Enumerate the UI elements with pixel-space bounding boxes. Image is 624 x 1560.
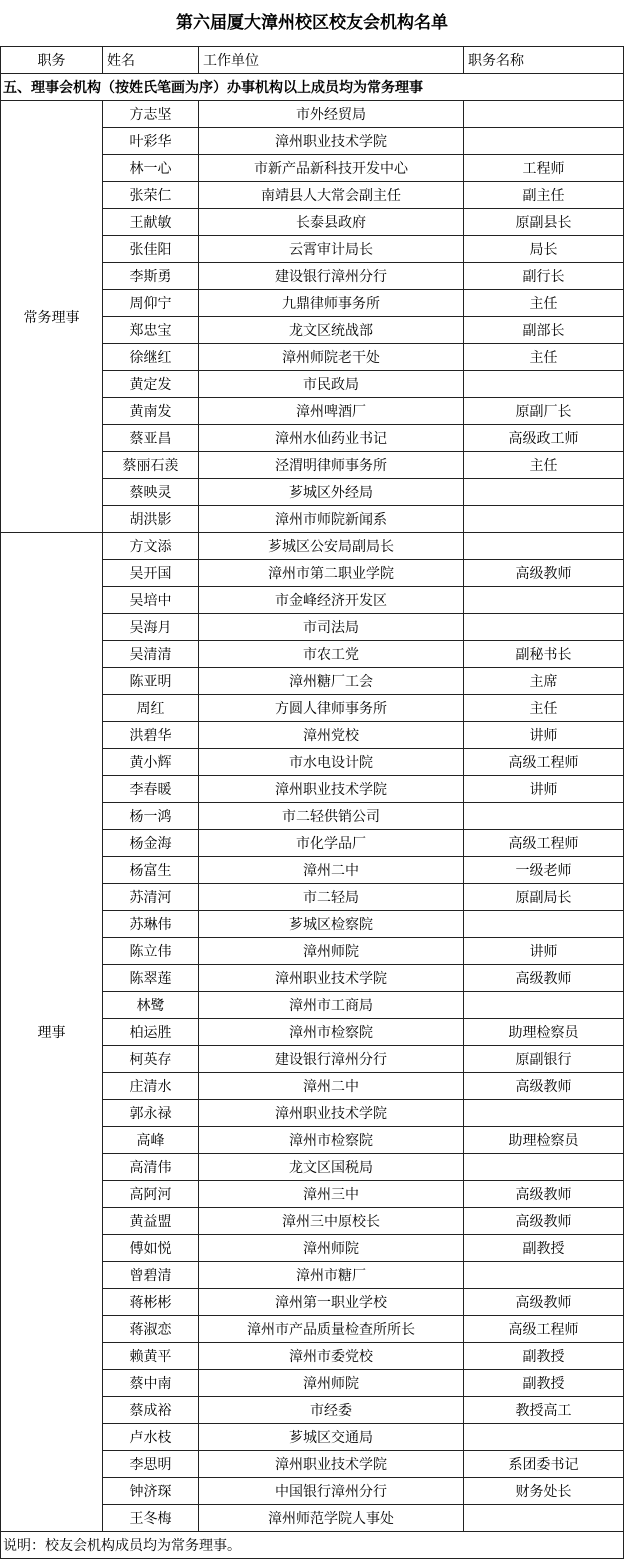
unit-cell: 漳州市第二职业学院: [199, 560, 464, 587]
name-cell: 卢水枝: [103, 1424, 199, 1451]
name-cell: 方志坚: [103, 101, 199, 128]
name-cell: 黄定发: [103, 371, 199, 398]
unit-cell: 漳州市产品质量检查所所长: [199, 1316, 464, 1343]
name-cell: 徐继红: [103, 344, 199, 371]
unit-cell: 中国银行漳州分行: [199, 1478, 464, 1505]
unit-cell: 芗城区交通局: [199, 1424, 464, 1451]
name-cell: 吴培中: [103, 587, 199, 614]
name-cell: 赖黄平: [103, 1343, 199, 1370]
name-cell: 林鹭: [103, 992, 199, 1019]
name-cell: 曾碧清: [103, 1262, 199, 1289]
unit-cell: 漳州师范学院人事处: [199, 1505, 464, 1532]
name-cell: 蔡成裕: [103, 1397, 199, 1424]
section-row: [1, 74, 624, 101]
unit-cell: 市外经贸局: [199, 101, 464, 128]
job-title-cell: 财务处长: [464, 1478, 624, 1505]
unit-cell: 漳州市糖厂: [199, 1262, 464, 1289]
unit-cell: 龙文区国税局: [199, 1154, 464, 1181]
unit-cell: 市经委: [199, 1397, 464, 1424]
unit-cell: 漳州市师院新闻系: [199, 506, 464, 533]
unit-cell: 长泰县政府: [199, 209, 464, 236]
section-heading: 五、理事会机构（按姓氏笔画为序）办事机构以上成员均为常务理事: [1, 74, 624, 101]
unit-cell: 芗城区公安局副局长: [199, 533, 464, 560]
job-title-cell: 教授高工: [464, 1397, 624, 1424]
name-cell: 高峰: [103, 1127, 199, 1154]
name-cell: 高阿河: [103, 1181, 199, 1208]
name-cell: 张荣仁: [103, 182, 199, 209]
header-row: [1, 47, 624, 74]
page-title: 第六届厦大漳州校区校友会机构名单: [176, 13, 448, 33]
name-cell: 郭永禄: [103, 1100, 199, 1127]
name-cell: 陈立伟: [103, 938, 199, 965]
name-cell: 吴开国: [103, 560, 199, 587]
unit-cell: 漳州二中: [199, 857, 464, 884]
unit-cell: 市民政局: [199, 371, 464, 398]
unit-cell: 市农工党: [199, 641, 464, 668]
unit-cell: 南靖县人大常会副主任: [199, 182, 464, 209]
job-title-cell: 局长: [464, 236, 624, 263]
unit-cell: 漳州糖厂工会: [199, 668, 464, 695]
job-title-cell: 副主任: [464, 182, 624, 209]
header-name: 姓名: [103, 47, 199, 74]
name-cell: 蒋彬彬: [103, 1289, 199, 1316]
job-title-cell: 高级教师: [464, 1208, 624, 1235]
job-title-cell: [464, 1154, 624, 1181]
job-title-cell: [464, 371, 624, 398]
unit-cell: 建设银行漳州分行: [199, 1046, 464, 1073]
name-cell: 蔡映灵: [103, 479, 199, 506]
job-title-cell: 副教授: [464, 1235, 624, 1262]
unit-cell: 市二轻局: [199, 884, 464, 911]
job-title-cell: [464, 479, 624, 506]
name-cell: 周红: [103, 695, 199, 722]
job-title-cell: 系团委书记: [464, 1451, 624, 1478]
table-row: [1, 533, 624, 560]
name-cell: 方文添: [103, 533, 199, 560]
unit-cell: 漳州第一职业学校: [199, 1289, 464, 1316]
job-title-cell: [464, 911, 624, 938]
unit-cell: 漳州师院: [199, 938, 464, 965]
role-cell: 常务理事: [1, 101, 103, 533]
unit-cell: 漳州市检察院: [199, 1019, 464, 1046]
unit-cell: 漳州市工商局: [199, 992, 464, 1019]
roster-table: [0, 46, 624, 1559]
unit-cell: 漳州三中: [199, 1181, 464, 1208]
name-cell: 胡洪影: [103, 506, 199, 533]
job-title-cell: 副教授: [464, 1370, 624, 1397]
job-title-cell: [464, 992, 624, 1019]
job-title-cell: [464, 803, 624, 830]
job-title-cell: 工程师: [464, 155, 624, 182]
name-cell: 高清伟: [103, 1154, 199, 1181]
unit-cell: 市化学品厂: [199, 830, 464, 857]
job-title-cell: 原副银行: [464, 1046, 624, 1073]
job-title-cell: 主任: [464, 344, 624, 371]
job-title-cell: 高级教师: [464, 1073, 624, 1100]
header-position: 职务: [1, 47, 103, 74]
job-title-cell: [464, 128, 624, 155]
unit-cell: 龙文区统战部: [199, 317, 464, 344]
unit-cell: 漳州二中: [199, 1073, 464, 1100]
job-title-cell: [464, 1262, 624, 1289]
job-title-cell: 主任: [464, 695, 624, 722]
name-cell: 吴清清: [103, 641, 199, 668]
unit-cell: 漳州师院老干处: [199, 344, 464, 371]
unit-cell: 漳州水仙药业书记: [199, 425, 464, 452]
unit-cell: 市新产品新科技开发中心: [199, 155, 464, 182]
name-cell: 蒋淑恋: [103, 1316, 199, 1343]
name-cell: 黄益盟: [103, 1208, 199, 1235]
job-title-cell: [464, 506, 624, 533]
unit-cell: 漳州职业技术学院: [199, 776, 464, 803]
job-title-cell: 副教授: [464, 1343, 624, 1370]
name-cell: 李思明: [103, 1451, 199, 1478]
header-title: 职务名称: [464, 47, 624, 74]
job-title-cell: [464, 587, 624, 614]
job-title-cell: 助理检察员: [464, 1127, 624, 1154]
unit-cell: 漳州师院: [199, 1235, 464, 1262]
unit-cell: 漳州市检察院: [199, 1127, 464, 1154]
job-title-cell: [464, 614, 624, 641]
role-cell: 理事: [1, 533, 103, 1532]
job-title-cell: 主任: [464, 290, 624, 317]
name-cell: 杨富生: [103, 857, 199, 884]
name-cell: 洪碧华: [103, 722, 199, 749]
name-cell: 蔡丽石羡: [103, 452, 199, 479]
table-row: [1, 101, 624, 128]
name-cell: 杨一鸿: [103, 803, 199, 830]
unit-cell: 芗城区外经局: [199, 479, 464, 506]
name-cell: 郑忠宝: [103, 317, 199, 344]
unit-cell: 市二轻供销公司: [199, 803, 464, 830]
job-title-cell: [464, 1505, 624, 1532]
unit-cell: 漳州职业技术学院: [199, 965, 464, 992]
name-cell: 张佳阳: [103, 236, 199, 263]
name-cell: 钟济琛: [103, 1478, 199, 1505]
header-unit: 工作单位: [199, 47, 464, 74]
unit-cell: 九鼎律师事务所: [199, 290, 464, 317]
unit-cell: 市司法局: [199, 614, 464, 641]
unit-cell: 漳州职业技术学院: [199, 128, 464, 155]
job-title-cell: 高级工程师: [464, 1316, 624, 1343]
name-cell: 蔡亚昌: [103, 425, 199, 452]
job-title-cell: 高级政工师: [464, 425, 624, 452]
job-title-cell: 高级教师: [464, 1289, 624, 1316]
name-cell: 王献敏: [103, 209, 199, 236]
job-title-cell: 高级教师: [464, 965, 624, 992]
name-cell: 苏清河: [103, 884, 199, 911]
unit-cell: 建设银行漳州分行: [199, 263, 464, 290]
name-cell: 柏运胜: [103, 1019, 199, 1046]
unit-cell: 云霄审计局长: [199, 236, 464, 263]
unit-cell: 漳州市委党校: [199, 1343, 464, 1370]
name-cell: 杨金海: [103, 830, 199, 857]
job-title-cell: 讲师: [464, 776, 624, 803]
name-cell: 陈亚明: [103, 668, 199, 695]
job-title-cell: 高级工程师: [464, 749, 624, 776]
job-title-cell: 讲师: [464, 938, 624, 965]
job-title-cell: 讲师: [464, 722, 624, 749]
unit-cell: 泾渭明律师事务所: [199, 452, 464, 479]
name-cell: 柯英存: [103, 1046, 199, 1073]
job-title-cell: 副秘书长: [464, 641, 624, 668]
unit-cell: 芗城区检察院: [199, 911, 464, 938]
unit-cell: 漳州职业技术学院: [199, 1100, 464, 1127]
name-cell: 林一心: [103, 155, 199, 182]
name-cell: 周仰宁: [103, 290, 199, 317]
unit-cell: 市水电设计院: [199, 749, 464, 776]
job-title-cell: 主席: [464, 668, 624, 695]
name-cell: 黄小辉: [103, 749, 199, 776]
job-title-cell: 原副厂长: [464, 398, 624, 425]
unit-cell: 漳州职业技术学院: [199, 1451, 464, 1478]
job-title-cell: 高级工程师: [464, 830, 624, 857]
unit-cell: 市金峰经济开发区: [199, 587, 464, 614]
footnote: 说明：校友会机构成员均为常务理事。: [1, 1532, 624, 1559]
name-cell: 庄清水: [103, 1073, 199, 1100]
job-title-cell: [464, 533, 624, 560]
name-cell: 蔡中南: [103, 1370, 199, 1397]
note-row: [1, 1532, 624, 1559]
unit-cell: 漳州三中原校长: [199, 1208, 464, 1235]
name-cell: 苏琳伟: [103, 911, 199, 938]
job-title-cell: 一级老师: [464, 857, 624, 884]
name-cell: 李春暖: [103, 776, 199, 803]
job-title-cell: 助理检察员: [464, 1019, 624, 1046]
job-title-cell: 原副局长: [464, 884, 624, 911]
job-title-cell: [464, 1424, 624, 1451]
unit-cell: 方圆人律师事务所: [199, 695, 464, 722]
unit-cell: 漳州党校: [199, 722, 464, 749]
name-cell: 王冬梅: [103, 1505, 199, 1532]
name-cell: 傅如悦: [103, 1235, 199, 1262]
name-cell: 吴海月: [103, 614, 199, 641]
job-title-cell: 高级教师: [464, 560, 624, 587]
job-title-cell: 副行长: [464, 263, 624, 290]
name-cell: 黄南发: [103, 398, 199, 425]
job-title-cell: 主任: [464, 452, 624, 479]
unit-cell: 漳州啤酒厂: [199, 398, 464, 425]
name-cell: 李斯勇: [103, 263, 199, 290]
name-cell: 叶彩华: [103, 128, 199, 155]
job-title-cell: 高级教师: [464, 1181, 624, 1208]
job-title-cell: 原副县长: [464, 209, 624, 236]
job-title-cell: [464, 1100, 624, 1127]
name-cell: 陈翠莲: [103, 965, 199, 992]
job-title-cell: [464, 101, 624, 128]
job-title-cell: 副部长: [464, 317, 624, 344]
unit-cell: 漳州师院: [199, 1370, 464, 1397]
